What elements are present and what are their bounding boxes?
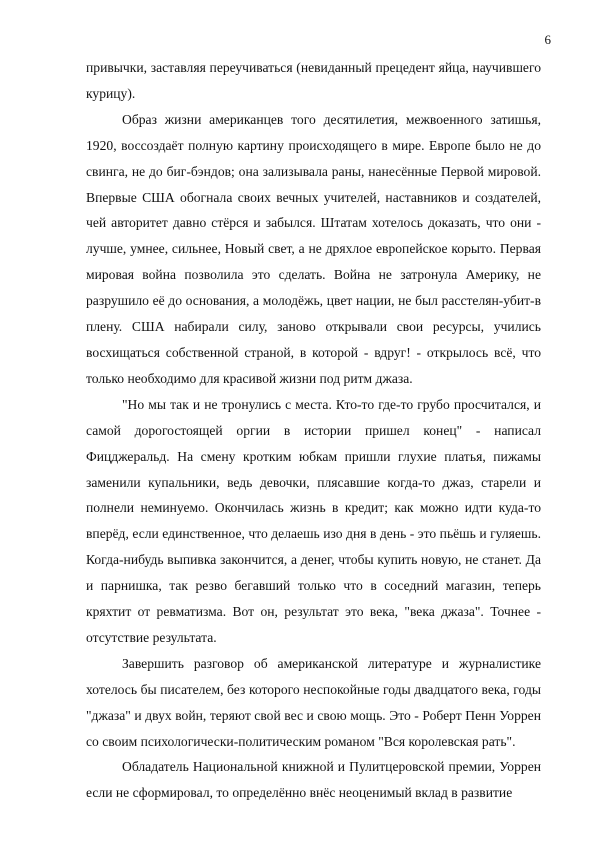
document-body (86, 55, 541, 806)
page-number: 6 (544, 32, 551, 47)
paragraph-warren: Обладатель Национальной книжной и Пулитцеровской премии, Уоррен если не сформировал, то определённо внёс неоценимый вклад в развитие (86, 759, 541, 801)
paragraph-conclusion: Завершить разговор об американской литературе и журналистике хотелось бы писателем, без которого неспокойные годы двадцатого века, годы "джаза" и двух войн, теряют свой вес и свою мощь. Это - Роберт Пенн Уоррен со своим психологически-политическим романом "Вся королевская рать". (86, 655, 541, 749)
paragraph-fitzgerald-quote: "Но мы так и не тронулись с места. Кто-то где-то грубо просчитался, и самой дорогостоящей оргии в истории пришел конец" - написал Фицджеральд. На смену кротким юбкам пришли глухие платья, пижамы заменили купальники, ведь девочки, плясавшие когда-то джаз, старели и полнели неминуемо. Окончилась жизнь в кредит; как можно идти куда-то вперёд, если единственное, что делаешь изо дня в день - это пьёшь и гуляешь. Когда-нибудь выпивка закончится, а денег, чтобы купить новую, не станет. Да и парнишка, так резво бегавший только что в соседний магазин, теперь кряхтит от ревматизма. Вот он, результат это века, "века джаза". Точнее - отсутствие результата. (86, 396, 541, 645)
paragraph-lifestyle: Образ жизни американцев того десятилетия, межвоенного затишья, 1920, воссоздаёт полную картину происходящего в мире. Европе было не до свинга, не до биг-бэндов; она зализывала раны, нанесённые Первой мировой. Впервые США обогнала своих вечных учителей, наставников и создателей, чей авторитет давно стёрся и забылся. Штатам хотелось доказать, что они - лучше, умнее, сильнее, Новый свет, а не дряхлое европейское корыто. Первая мировая война позволила это сделать. Война не затронула Америку, не разрушило её до основания, а молодёжь, цвет нации, не был расстелян-убит-в плену. США набирали силу, заново открывали свои ресурсы, учились восхищаться собственной страной, в которой - вдруг! - открылось всё, что только необходимо для красивой жизни под ритм джаза. (86, 111, 541, 386)
paragraph-continuation: привычки, заставляя переучиваться (невиданный прецедент яйца, научившего курицу). (86, 60, 541, 101)
